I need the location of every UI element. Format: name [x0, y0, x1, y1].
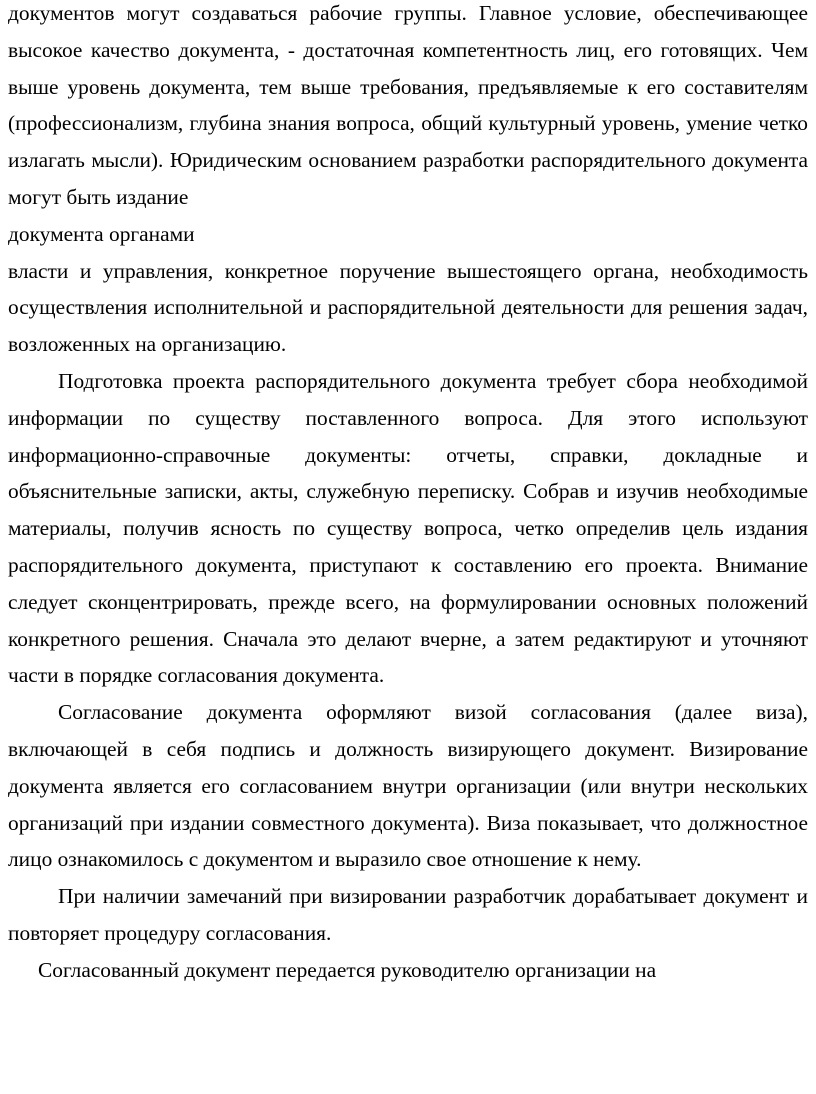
- document-page: [8, 0, 808, 989]
- paragraph-remarks: При наличии замечаний при визировании разработчик дорабатывает документ и повторяет процедуру согласования.: [8, 884, 808, 945]
- paragraph-authorities: власти и управления, конкретное поручение вышестоящего органа, необходимость осуществления исполнительной и распорядительной деятельности для решения задач, возложенных на организацию.: [8, 258, 808, 357]
- paragraph-working-groups: документов могут создаваться рабочие группы. Главное условие, обеспечивающее высокое качество документа, - достаточная компетентность лиц, его готовящих. Чем выше уровень документа, тем выше требования, предъявляемые к его составителям (профессионализм, глубина знания вопроса, общий культурный уровень, умение четко излагать мысли). Юридическим основанием разработки распорядительного документа могут быть издание: [8, 1, 808, 209]
- paragraph-project-preparation: Подготовка проекта распорядительного документа требует сбора необходимой информации по существу поставленного вопроса. Для этого используют информационно-справочные документы: отчеты, справки, докладные и объяснительные записки, акты, служебную переписку. Собрав и изучив необходимые материалы, получив ясность по существу вопроса, четко определив цель издания распорядительного документа, приступают к составлению его проекта. Внимание следует сконцентрировать, прежде всего, на формулировании основных положений конкретного решения. Сначала это делают вчерне, а затем редактируют и уточняют части в порядке согласования документа.: [8, 368, 808, 688]
- paragraph-break-line: документа органами: [8, 221, 195, 246]
- paragraph-approved-document: Согласованный документ передается руководителю организации на: [38, 957, 657, 982]
- paragraph-approval-visa: Согласование документа оформляют визой согласования (далее виза), включающей в себя подпись и должность визирующего документ. Визирование документа является его согласованием внутри организации (или внутри нескольких организаций при издании совместного документа). Виза показывает, что должностное лицо ознакомилось с документом и выразило свое отношение к нему.: [8, 700, 808, 872]
